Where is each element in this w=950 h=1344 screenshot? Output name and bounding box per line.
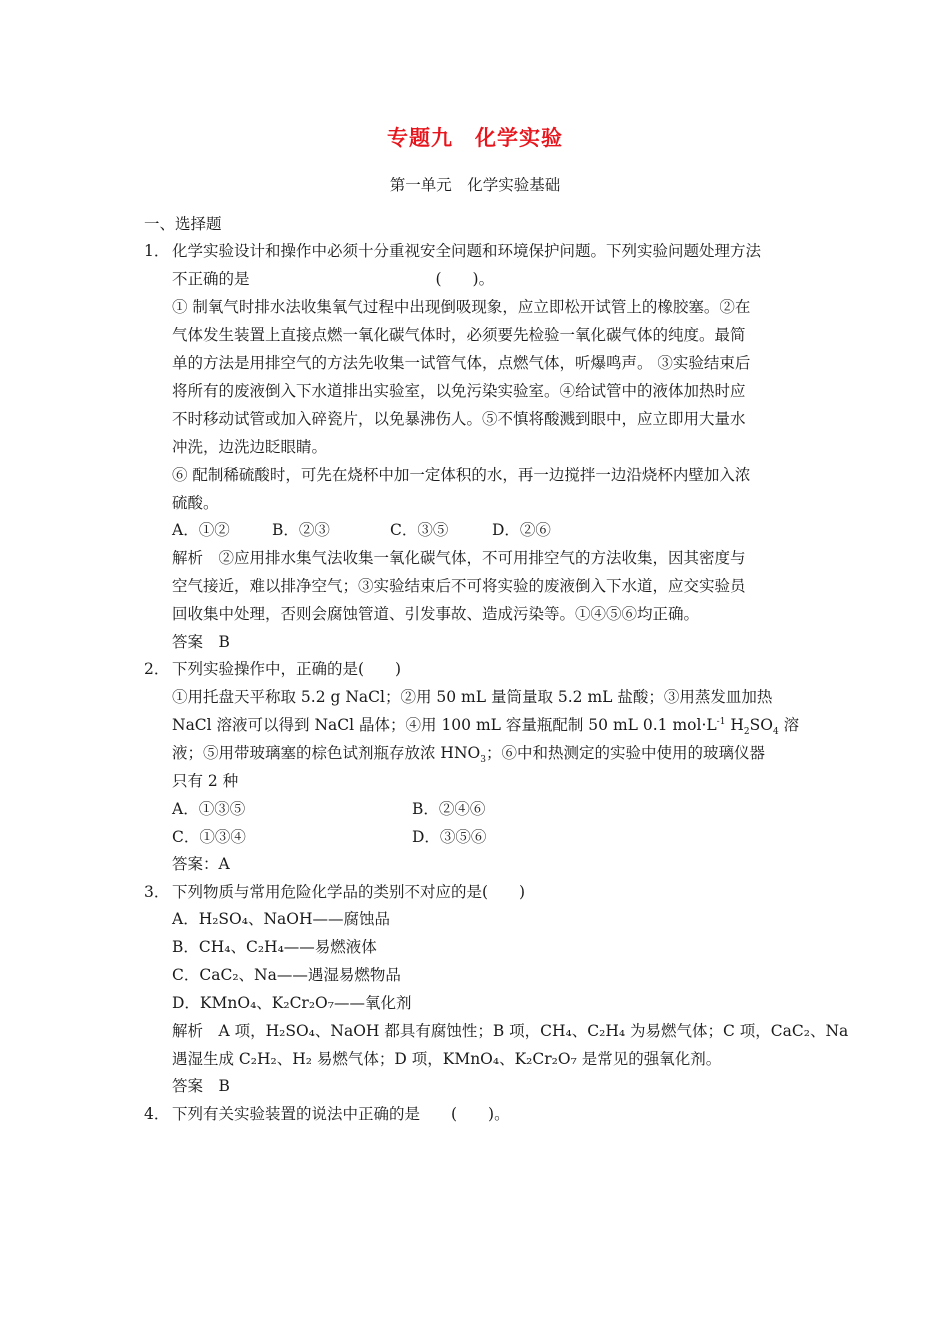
question-3-option-c: C．CaC₂、Na——遇湿易燃物品	[172, 966, 401, 984]
question-1-body-line: 将所有的废液倒入下水道排出实验室，以免污染实验室。④给试管中的液体加热时应	[172, 382, 746, 400]
question-2-body-line: NaCl 溶液可以得到 NaCl 晶体；④用 100 mL 容量瓶配制 50 mL 0.1 $mol\cdot L^{-1}$ $H_2SO_4$ 溶	[172, 716, 800, 738]
question-3-option-a: A．H₂SO₄、NaOH——腐蚀品	[172, 910, 390, 928]
question-2-option-c: C．①③④	[172, 828, 246, 846]
question-1-answer: 答案 B	[172, 633, 230, 651]
question-2-body-line: 只有 2 种	[172, 772, 239, 790]
section-subtitle: 第一单元 化学实验基础	[389, 176, 561, 194]
question-1-option-a: A．①②	[172, 521, 230, 539]
question-1-body-line: ① 制氧气时排水法收集氧气过程中出现倒吸现象，应立即松开试管上的橡胶塞。②在	[172, 298, 751, 316]
question-2-number: 2．	[144, 660, 170, 678]
question-1-body-line: ⑥ 配制稀硫酸时，可先在烧杯中加一定体积的水，再一边搅拌一边沿烧杯内壁加入浓	[172, 466, 751, 484]
page-title: 专题九 化学实验	[387, 125, 563, 150]
question-3-stem: 下列物质与常用危险化学品的类别不对应的是( )	[172, 883, 526, 901]
question-1-explanation-line: 回收集中处理，否则会腐蚀管道、引发事故、造成污染等。①④⑤⑥均正确。	[172, 605, 700, 623]
question-4-number: 4．	[144, 1105, 170, 1123]
question-2-body-line: ①用托盘天平称取 5.2 g NaCl；②用 50 mL 量筒量取 5.2 mL 盐酸；③用蒸发皿加热	[172, 688, 773, 706]
question-1-number: 1．	[144, 242, 170, 260]
question-1-explanation-line: 空气接近，难以排净空气；③实验结束后不可将实验的废液倒入下水道，应交实验员	[172, 577, 746, 595]
question-1-option-d: D．②⑥	[492, 521, 551, 539]
question-2-option-d: D．③⑤⑥	[412, 828, 487, 846]
question-2-option-a: A．①③⑤	[172, 800, 246, 818]
question-1-body-line: 气体发生装置上直接点燃一氧化碳气体时，必须要先检验一氧化碳气体的纯度。最简	[172, 326, 746, 344]
question-1-body-line: 不时移动试管或加入碎瓷片，以免暴沸伤人。⑤不慎将酸溅到眼中，应立即用大量水	[172, 410, 746, 428]
question-1-option-c: C．③⑤	[390, 521, 449, 539]
question-1-body-line: 单的方法是用排空气的方法先收集一试管气体，点燃气体，听爆鸣声。 ③实验结束后	[172, 354, 751, 372]
question-3-option-d: D．KMnO₄、K₂Cr₂O₇——氧化剂	[172, 994, 412, 1012]
question-1-body-line: 冲洗，边洗边眨眼睛。	[172, 438, 328, 456]
question-2-body-line: 液；⑤用带玻璃塞的棕色试剂瓶存放浓 $HNO_3$；⑥中和热测定的实验中使用的玻璃仪器	[172, 744, 765, 766]
question-2-answer: 答案：A	[172, 855, 230, 873]
question-2-option-b: B．②④⑥	[412, 800, 486, 818]
question-1-explanation-line: 解析 ②应用排水集气法收集一氧化碳气体，不可用排空气的方法收集，因其密度与	[172, 549, 746, 567]
question-3-option-b: B．CH₄、C₂H₄——易燃液体	[172, 938, 377, 956]
question-1-stem-line-1: 化学实验设计和操作中必须十分重视安全问题和环境保护问题。下列实验问题处理方法	[172, 242, 762, 260]
question-3-explanation-line: 遇湿生成 C₂H₂、H₂ 易燃气体；D 项，KMnO₄、K₂Cr₂O₇ 是常见的强氧化剂。	[172, 1050, 722, 1068]
question-1-body-line: 硫酸。	[172, 494, 219, 512]
question-3-answer: 答案 B	[172, 1077, 230, 1095]
question-3-explanation-line: 解析 A 项，H₂SO₄、NaOH 都具有腐蚀性；B 项，CH₄、C₂H₄ 为易燃气体；C 项，CaC₂、Na	[172, 1022, 849, 1040]
question-2-stem: 下列实验操作中，正确的是( )	[172, 660, 402, 678]
question-1-option-b: B．②③	[272, 521, 330, 539]
question-4-stem: 下列有关实验装置的说法中正确的是 ( )。	[172, 1105, 510, 1123]
question-1-stem-line-2: 不正确的是 ( )。	[172, 270, 495, 288]
section-label: 一、选择题	[144, 215, 222, 233]
question-3-number: 3．	[144, 883, 170, 901]
